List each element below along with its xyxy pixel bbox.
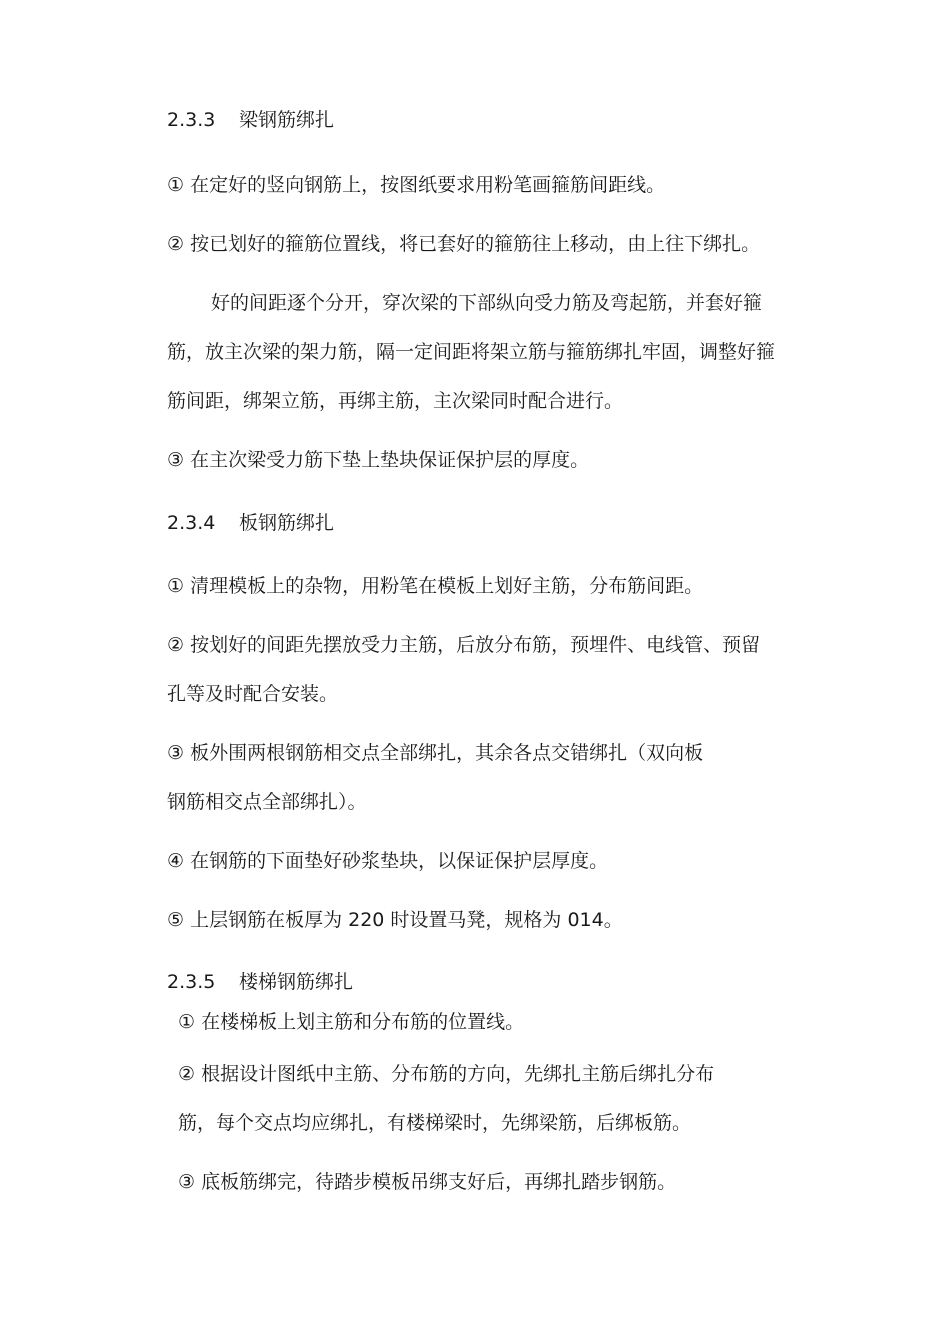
paragraph-line: 筋，放主次梁的架力筋，隔一定间距将架立筋与箍筋绑扎牢固，调整好箍 [167, 341, 776, 363]
section-number: 2.3.5 [167, 971, 216, 993]
paragraph-line: ② 根据设计图纸中主筋、分布筋的方向，先绑扎主筋后绑扎分布 [178, 1063, 715, 1085]
section-number: 2.3.4 [167, 512, 216, 534]
paragraph-line: 钢筋相交点全部绑扎）。 [167, 791, 367, 813]
paragraph-line: ① 清理模板上的杂物，用粉笔在模板上划好主筋，分布筋间距。 [167, 575, 704, 597]
paragraph-line: 孔等及时配合安装。 [167, 683, 339, 705]
section-title: 梁钢筋绑扎 [239, 109, 335, 131]
paragraph-line: ② 按划好的间距先摆放受力主筋，后放分布筋，预埋件、电线管、预留 [167, 634, 761, 656]
section-heading-2-3-4 [167, 511, 334, 535]
paragraph-line: ③ 板外围两根钢筋相交点全部绑扎，其余各点交错绑扎（双向板 [167, 742, 704, 764]
section-title: 楼梯钢筋绑扎 [239, 971, 354, 993]
paragraph-line: ③ 在主次梁受力筋下垫上垫块保证保护层的厚度。 [167, 449, 590, 471]
section-heading-2-3-5 [167, 970, 353, 994]
paragraph-line: ⑤ 上层钢筋在板厚为 220 时设置马凳，规格为 014。 [167, 909, 623, 931]
paragraph-line: ② 按已划好的箍筋位置线，将已套好的箍筋往上移动，由上往下绑扎。 [167, 233, 761, 255]
paragraph-line: ③ 底板筋绑完，待踏步模板吊绑支好后，再绑扎踏步钢筋。 [178, 1171, 677, 1193]
paragraph-line: 筋间距，绑架立筋，再绑主筋，主次梁同时配合进行。 [167, 390, 624, 412]
paragraph-line: 好的间距逐个分开，穿次梁的下部纵向受力筋及弯起筋，并套好箍 [211, 292, 763, 314]
section-number: 2.3.3 [167, 109, 216, 131]
paragraph-line: ① 在楼梯板上划主筋和分布筋的位置线。 [178, 1011, 525, 1033]
paragraph-line: ④ 在钢筋的下面垫好砂浆垫块，以保证保护层厚度。 [167, 850, 609, 872]
section-heading-2-3-3 [167, 108, 334, 132]
paragraph-line: 筋，每个交点均应绑扎，有楼梯梁时，先绑梁筋，后绑板筋。 [178, 1112, 692, 1134]
section-title: 板钢筋绑扎 [239, 512, 335, 534]
paragraph-line: ① 在定好的竖向钢筋上，按图纸要求用粉笔画箍筋间距线。 [167, 174, 666, 196]
